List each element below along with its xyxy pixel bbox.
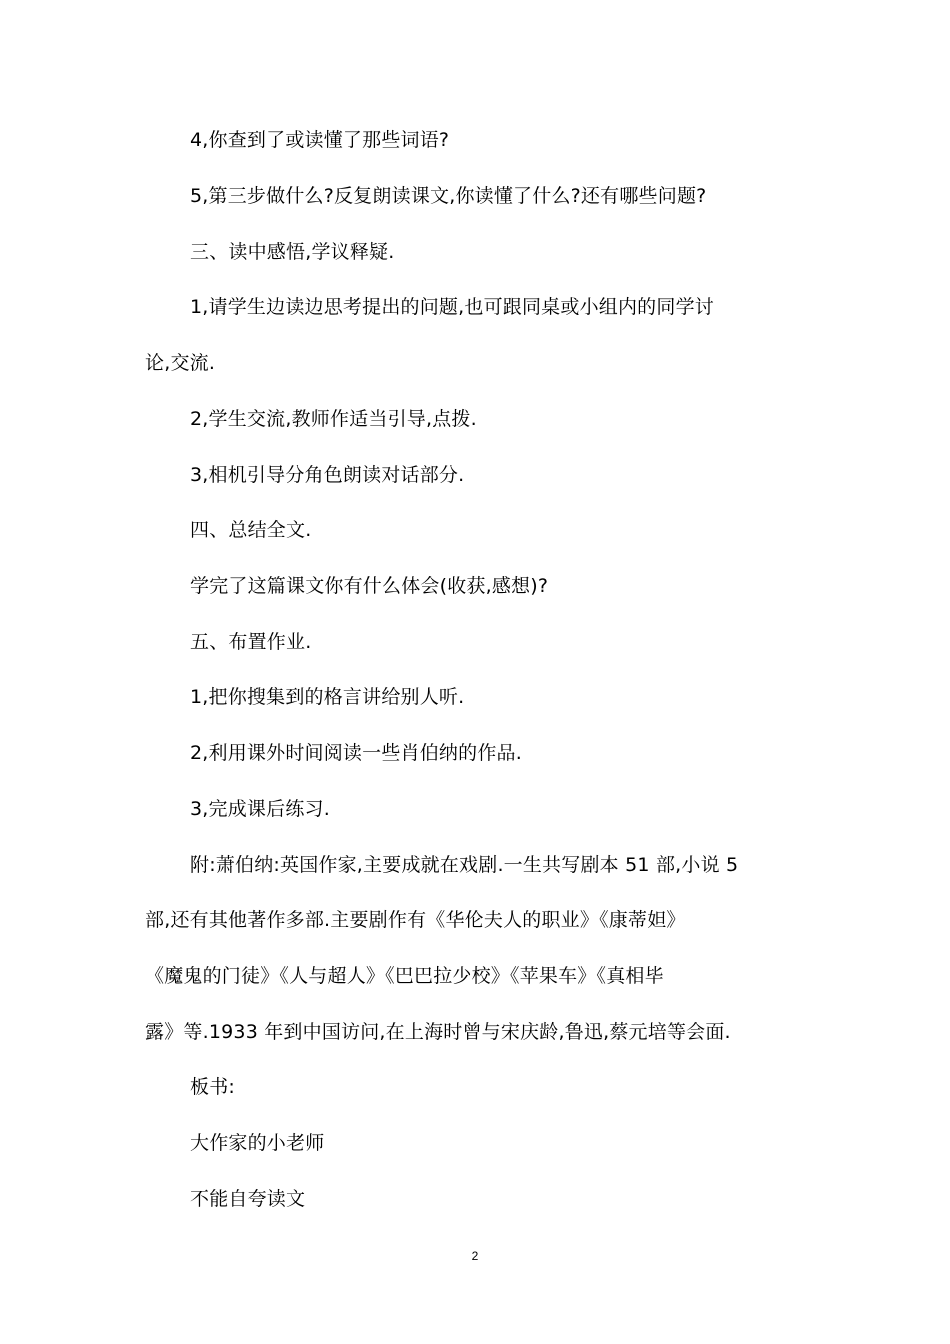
text-line: 部,还有其他著作多部.主要剧作有《华伦夫人的职业》《康蒂妲》 [145,909,686,931]
text-line: 附:萧伯纳:英国作家,主要成就在戏剧.一生共写剧本 51 部,小说 5 [190,854,739,876]
section-heading: 四、总结全文. [190,519,312,541]
text-line: 3,完成课后练习. [190,798,330,820]
text-line: 板书: [190,1076,236,1098]
text-line: 不能自夸读文 [190,1188,306,1210]
text-line: 5,第三步做什么?反复朗读课文,你读懂了什么?还有哪些问题? [190,185,707,207]
text-line: 3,相机引导分角色朗读对话部分. [190,464,465,486]
text-line: 《魔鬼的门徒》《人与超人》《巴巴拉少校》《苹果车》《真相毕 [145,965,664,987]
text-line: 2,学生交流,教师作适当引导,点拨. [190,408,477,430]
text-line: 大作家的小老师 [190,1132,325,1154]
page-number: 2 [471,1249,479,1263]
text-line: 露》等.1933 年到中国访问,在上海时曾与宋庆龄,鲁迅,蔡元培等会面. [145,1021,731,1043]
text-line: 论,交流. [145,352,216,374]
text-line: 4,你查到了或读懂了那些词语? [190,129,450,151]
text-line: 学完了这篇课文你有什么体会(收获,感想)? [190,575,549,597]
text-line: 2,利用课外时间阅读一些肖伯纳的作品. [190,742,522,764]
section-heading: 五、布置作业. [190,631,312,653]
text-line: 1,把你搜集到的格言讲给别人听. [190,686,465,708]
text-line: 1,请学生边读边思考提出的问题,也可跟同桌或小组内的同学讨 [190,296,714,318]
section-heading: 三、读中感悟,学议释疑. [190,241,395,263]
